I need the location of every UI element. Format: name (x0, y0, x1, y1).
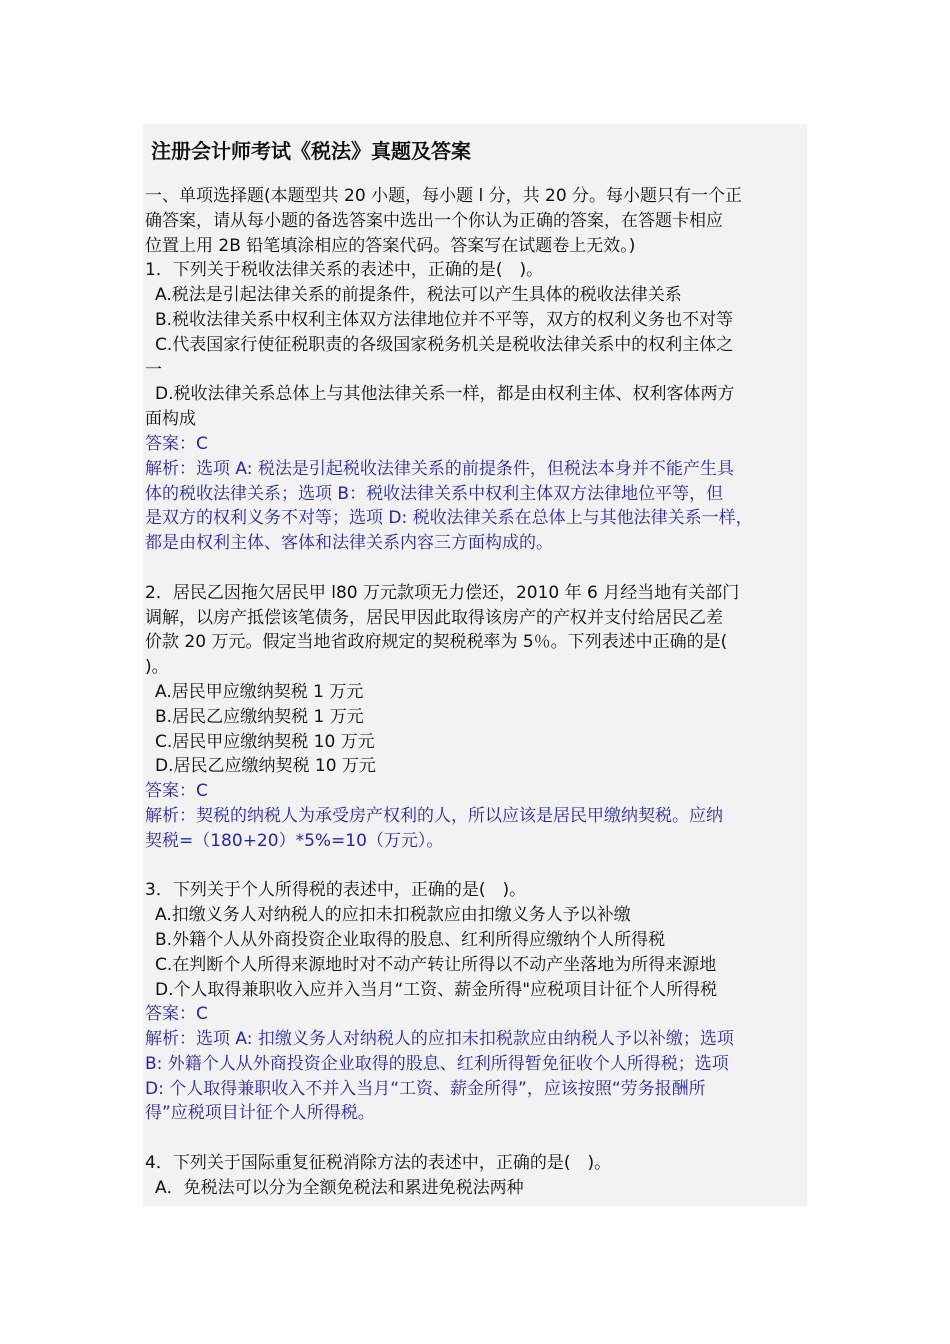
option-d: D.居民乙应缴纳契税 10 万元 (155, 756, 376, 777)
analysis-line: 解析：选项 A: 扣缴义务人对纳税人的应扣未扣税款应由纳税人予以补缴；选项 (145, 1029, 734, 1050)
section-intro (145, 184, 807, 258)
option-d-continued: 面构成 (145, 409, 196, 430)
analysis-line: 得”应税项目计征个人所得税。 (145, 1103, 375, 1124)
option-b: B.外籍个人从外商投资企业取得的股息、红利所得应缴纳个人所得税 (155, 929, 666, 950)
intro-line: 一、单项选择题(本题型共 20 小题，每小题 l 分，共 20 分。每小题只有一个正 (145, 186, 743, 206)
question-stem: )。 (145, 657, 169, 678)
analysis-line: 都是由权利主体、客体和法律关系内容三方面构成的。 (145, 533, 553, 554)
analysis-line: 是双方的权利义务不对等；选项 D: 税收法律关系在总体上与其他法律关系一样， (145, 508, 753, 529)
analysis-line: 解析：契税的纳税人为承受房产权利的人，所以应该是居民甲缴纳契税。应纳 (145, 805, 723, 826)
document-page (143, 124, 807, 1206)
option-c-continued: 一 (145, 359, 162, 380)
analysis-line: 体的税收法律关系；选项 B：税收法律关系中权利主体双方法律地位平等，但 (145, 483, 724, 504)
document-content (145, 136, 807, 1201)
option-c: C.居民甲应缴纳契税 10 万元 (155, 731, 375, 752)
option-b: B.居民乙应缴纳契税 1 万元 (155, 706, 364, 727)
question-stem: 4．下列关于国际重复征税消除方法的表述中，正确的是( )。 (145, 1153, 612, 1174)
analysis-line: D: 个人取得兼职收入不并入当月“工资、薪金所得”，应该按照“劳务报酬所 (145, 1078, 706, 1099)
option-c: C.在判断个人所得来源地时对不动产转让所得以不动产坐落地为所得来源地 (155, 954, 717, 975)
option-a: A．免税法可以分为全额免税法和累进免税法两种 (155, 1177, 524, 1198)
page-title: 注册会计师考试《税法》真题及答案 (151, 139, 471, 163)
answer-text: 答案：C (145, 1004, 208, 1025)
answer-text: 答案：C (145, 781, 208, 802)
option-a: A.税法是引起法律关系的前提条件，税法可以产生具体的税收法律关系 (155, 285, 682, 306)
question-2 (145, 581, 807, 854)
analysis-line: 解析：选项 A: 税法是引起税收法律关系的前提条件，但税法本身并不能产生具 (145, 458, 734, 479)
question-stem: 1．下列关于税收法律关系的表述中，正确的是( )。 (145, 260, 544, 281)
option-a: A.居民甲应缴纳契税 1 万元 (155, 681, 364, 702)
question-stem: 调解，以房产抵偿该笔债务，居民甲因此取得该房产的产权并支付给居民乙差 (145, 607, 723, 628)
option-d: D.税收法律关系总体上与其他法律关系一样，都是由权利主体、权利客体两方 (155, 384, 735, 405)
question-stem: 3．下列关于个人所得税的表述中，正确的是( )。 (145, 880, 527, 901)
question-stem: 2．居民乙因拖欠居民甲 l80 万元款项无力偿还，2010 年 6 月经当地有关部门 (145, 582, 740, 603)
option-b: B.税收法律关系中权利主体双方法律地位并不平等，双方的权利义务也不对等 (155, 309, 734, 330)
analysis-line: 契税=（180+20）*5%=10（万元）。 (145, 830, 444, 851)
intro-line: 确答案，请从每小题的备选答案中选出一个你认为正确的答案，在答题卡相应 (145, 210, 723, 231)
analysis-line: B: 外籍个人从外商投资企业取得的股息、红利所得暂免征收个人所得税；选项 (145, 1053, 729, 1074)
answer-text: 答案：C (145, 433, 208, 454)
question-1 (145, 258, 807, 556)
option-d: D.个人取得兼职收入应并入当月“工资、薪金所得"应税项目计征个人所得税 (155, 979, 718, 1000)
question-4 (145, 1151, 807, 1201)
intro-line: 位置上用 2B 铅笔填涂相应的答案代码。答案写在试题卷上无效。) (145, 235, 636, 256)
option-c: C.代表国家行使征税职责的各级国家税务机关是税收法律关系中的权利主体之 (155, 334, 734, 355)
question-3 (145, 878, 807, 1126)
option-a: A.扣缴义务人对纳税人的应扣未扣税款应由扣缴义务人予以补缴 (155, 905, 631, 926)
question-stem: 价款 20 万元。假定当地省政府规定的契税税率为 5％。下列表述中正确的是( (145, 632, 728, 653)
